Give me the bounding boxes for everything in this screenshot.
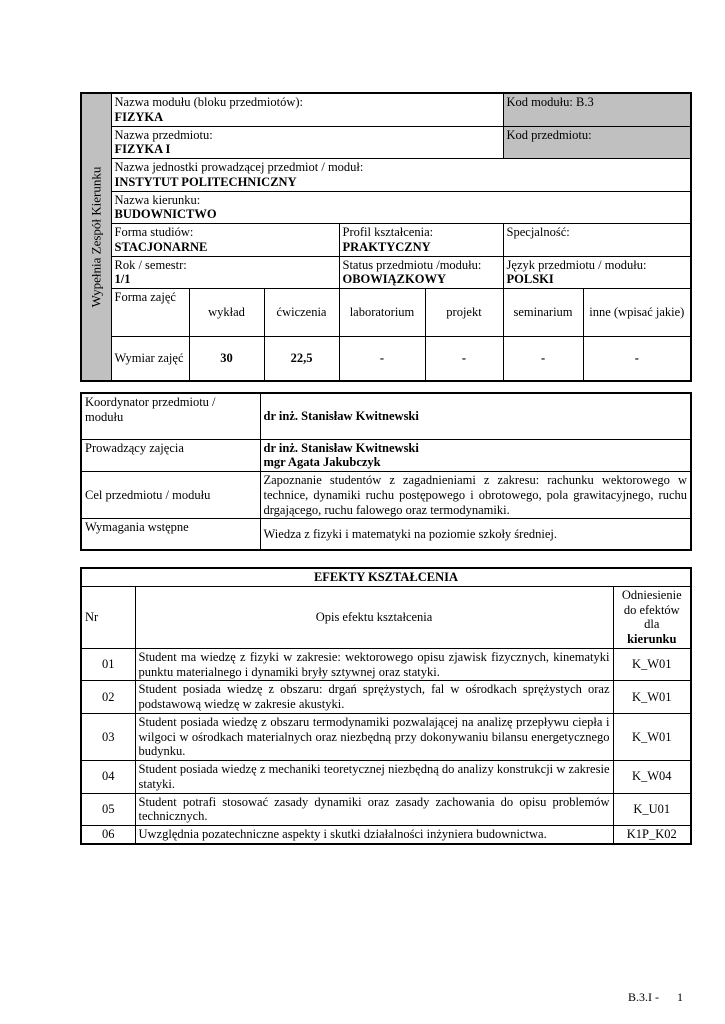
class-type: ćwiczenia	[264, 289, 339, 337]
outcome-desc: Student posiada wiedzę z obszaru: drgań sprężystych, fal w ośrodkach sprężystych oraz podstawową wiedzę w zakresie akustyki.	[135, 681, 613, 714]
col-ref-bold: kierunku	[627, 632, 677, 646]
outcome-desc: Student potrafi stosować zasady dynamiki oraz zasady zachowania do opisu problemów technicznych.	[135, 793, 613, 826]
coordinator-value: dr inż. Stanisław Kwitnewski	[260, 393, 691, 439]
outcome-nr: 01	[81, 648, 135, 681]
field-label: Nazwa kierunku:	[114, 192, 201, 207]
profile-value: PRAKTYCZNY	[342, 239, 431, 254]
outcome-ref: K_W04	[613, 761, 691, 794]
hours-value: -	[425, 337, 503, 381]
year-cell	[111, 256, 339, 289]
side-label-cell	[81, 93, 111, 381]
outcome-nr: 05	[81, 793, 135, 826]
col-desc-header: Opis efektu kształcenia	[135, 586, 613, 648]
subject-name-label: Nazwa przedmiotu:	[114, 127, 213, 142]
table-row	[81, 648, 691, 681]
profile-cell	[339, 224, 503, 257]
hours-value: 22,5	[264, 337, 339, 381]
class-type: seminarium	[503, 289, 583, 337]
outcome-nr: 04	[81, 761, 135, 794]
module-code-label: Kod modułu: B.3	[506, 95, 594, 109]
prereq-value: Wiedza z fizyki i matematyki na poziomie szkoły średniej.	[260, 519, 691, 550]
profile-label: Profil kształcenia:	[342, 225, 434, 239]
subject-name-cell	[111, 126, 503, 159]
hours-label: Wymiar zajęć	[111, 337, 189, 381]
coordination-table	[80, 392, 692, 551]
prereq-label: Wymagania wstępne	[81, 519, 260, 550]
module-info-table	[80, 92, 692, 382]
outcome-desc: Uwzględnia pozatechniczne aspekty i skutki działalności inżyniera budownictwa.	[135, 826, 613, 844]
language-cell	[503, 256, 691, 289]
col-ref-header	[613, 586, 691, 648]
hours-value: 30	[189, 337, 264, 381]
class-type: wykład	[189, 289, 264, 337]
outcomes-title: EFEKTY KSZTAŁCENIA	[81, 568, 691, 586]
class-type: projekt	[425, 289, 503, 337]
page-code: B.3.I -	[628, 990, 659, 1004]
language-label: Język przedmiotu / modułu:	[506, 257, 647, 272]
status-value: OBOWIĄZKOWY	[342, 272, 446, 287]
class-form-label: Forma zajęć	[111, 289, 189, 337]
status-cell	[339, 256, 503, 289]
year-label: Rok / semestr:	[114, 257, 187, 272]
page-number: 1	[677, 990, 683, 1004]
module-name: FIZYKA	[114, 109, 164, 124]
hours-value: -	[503, 337, 583, 381]
outcome-desc: Student posiada wiedzę z mechaniki teoretycznej niezbędną do analizy konstrukcji w zakresie statyki.	[135, 761, 613, 794]
hours-value: -	[339, 337, 425, 381]
teacher-name: mgr Agata Jakubczyk	[263, 455, 381, 470]
table-row	[81, 793, 691, 826]
unit-value: INSTYTUT POLITECHNICZNY	[114, 174, 297, 189]
study-form-value: STACJONARNE	[114, 239, 208, 254]
teachers-label: Prowadzący zajęcia	[81, 439, 260, 472]
specialty-cell	[503, 224, 691, 257]
class-type: laboratorium	[339, 289, 425, 337]
col-ref-text: Odniesienie do efektów dla	[621, 587, 682, 632]
outcome-nr: 03	[81, 713, 135, 760]
module-name-cell	[111, 93, 503, 126]
table-row	[81, 826, 691, 844]
col-nr-header: Nr	[81, 586, 135, 648]
outcomes-table	[80, 567, 692, 845]
outcome-ref: K_W01	[613, 681, 691, 714]
language-value: POLSKI	[506, 272, 554, 287]
year-value: 1/1	[114, 272, 131, 287]
table-row	[81, 713, 691, 760]
hours-value: -	[583, 337, 691, 381]
subject-code-cell	[503, 126, 691, 159]
subject-name: FIZYKA I	[114, 142, 171, 157]
study-form-cell	[111, 224, 339, 257]
unit-cell	[111, 159, 691, 192]
outcome-desc: Student ma wiedzę z fizyki w zakresie: wektorowego opisu zjawisk fizycznych, kinematyki punktu materialnego i dynamiki bryły sztywnej oraz statyki.	[135, 648, 613, 681]
outcome-ref: K_W01	[613, 648, 691, 681]
outcome-ref: K_W01	[613, 713, 691, 760]
outcome-ref: K1P_K02	[613, 826, 691, 844]
subject-code-label: Kod przedmiotu:	[506, 127, 592, 142]
outcome-desc: Student posiada wiedzę z obszaru termodynamiki pozwalającej na analizę przepływu ciepła i wilgoci w ośrodkach materialnych oraz niezbędną przy dokonywaniu bilansu energetycznego budynku.	[135, 713, 613, 760]
module-code-cell	[503, 93, 691, 126]
outcome-ref: K_U01	[613, 793, 691, 826]
goal-value: Zapoznanie studentów z zagadnieniami z zakresu: rachunku wektorowego w technice, dynamiki ruchu postępowego i obrotowego, pola grawitacyjnego, ruchu drgającego, ruchu falowego oraz termodynamiki.	[260, 472, 691, 519]
table-row	[81, 761, 691, 794]
side-label: Wypełnia Zespół Kierunku	[88, 166, 104, 308]
module-name-label: Nazwa modułu (bloku przedmiotów):	[114, 95, 303, 109]
status-label: Status przedmiotu /modułu:	[342, 257, 482, 272]
goal-label: Cel przedmiotu / modułu	[81, 472, 260, 519]
page-footer	[628, 990, 683, 1004]
outcome-nr: 02	[81, 681, 135, 714]
teacher-name: dr inż. Stanisław Kwitnewski	[263, 440, 419, 455]
outcome-nr: 06	[81, 826, 135, 844]
field-cell	[111, 191, 691, 224]
table-row	[81, 681, 691, 714]
class-type: inne (wpisać jakie)	[583, 289, 691, 337]
specialty-label: Specjalność:	[506, 225, 570, 239]
teachers-cell	[260, 439, 691, 472]
study-form-label: Forma studiów:	[114, 225, 194, 239]
field-value: BUDOWNICTWO	[114, 207, 217, 222]
unit-label: Nazwa jednostki prowadzącej przedmiot / moduł:	[114, 160, 364, 174]
coordinator-label: Koordynator przedmiotu / modułu	[81, 393, 260, 439]
